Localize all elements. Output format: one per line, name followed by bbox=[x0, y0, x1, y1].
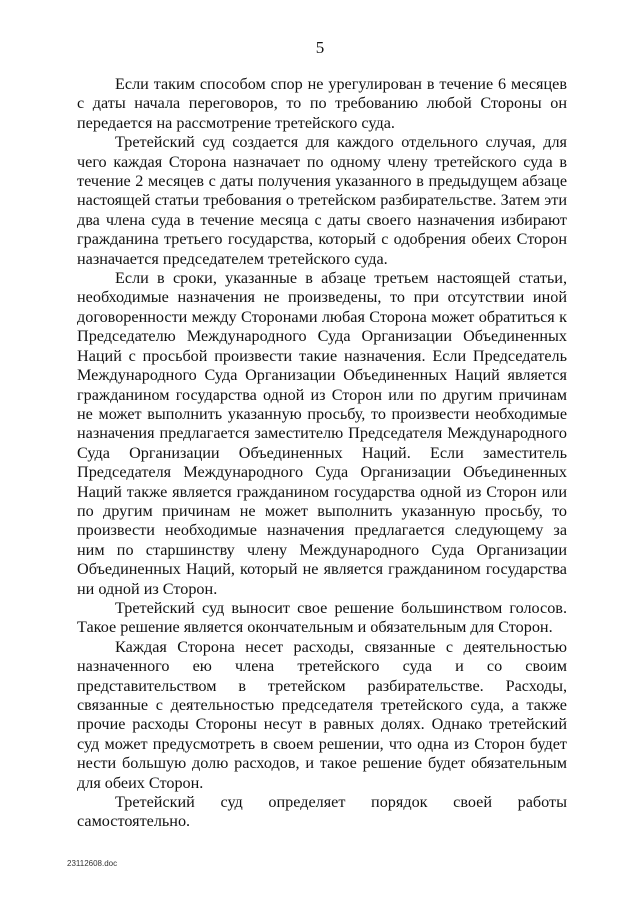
page-number: 5 bbox=[315, 38, 325, 57]
paragraph-icj-appointments: Если в сроки, указанные в абзаце третьем настоящей статьи, необходимые назначения не произведены, то при отсутствии иной договоренности между Сторонами любая Сторона может обратиться к Председателю Международного Суда Организации Объединенных Наций с просьбой произвести такие назначения. Если Председатель Международного Суда Организации Объединенных Наций является гражданином государства одной из Сторон или по другим причинам не может выполнить указанную просьбу, то произвести необходимые назначения предлагается заместителю Председателя Международного Суда Организации Объединенных Наций. Если заместитель Председателя Международного Суда Организации Объединенных Наций также является гражданином государства одной из Сторон или по другим причинам не может выполнить указанную просьбу, то произвести необходимые назначения предлагается следующему за ним по старшинству члену Международного Суда Организации Объединенных Наций, который не является гражданином государства ни одной из Сторон. bbox=[77, 269, 567, 598]
paragraph-procedure: Третейский суд определяет порядок своей работы самостоятельно. bbox=[77, 793, 567, 831]
footer-file-name: 23112608.doc bbox=[67, 859, 118, 868]
paragraph-decision-majority: Третейский суд выносит свое решение большинством голосов. Такое решение является окончательным и обязательным для Сторон. bbox=[77, 598, 567, 637]
paragraph-dispute-arbitration: Если таким способом спор не урегулирован в течение 6 месяцев с даты начала переговоров, то по требованию любой Стороны он передается на рассмотрение третейского суда. bbox=[77, 75, 567, 132]
paragraph-costs: Каждая Сторона несет расходы, связанные с деятельностью назначенного ею члена третейского суда и со своим представительством в третейском разбирательстве. Расходы, связанные с деятельностью председателя третейского суда, а также прочие расходы Стороны несут в равных долях. Однако третейский суд может предусмотреть в своем решении, что одна из Сторон будет нести большую долю расходов, и такое решение будет обязательным для обеих Сторон. bbox=[77, 637, 567, 792]
document-body bbox=[77, 75, 567, 832]
paragraph-tribunal-formation: Третейский суд создается для каждого отдельного случая, для чего каждая Сторона назначает по одному члену третейского суда в течение 2 месяцев с даты получения указанного в предыдущем абзаце настоящей статьи требования о третейском разбирательстве. Затем эти два члена суда в течение месяца с даты своего назначения избирают гражданина третьего государства, который с одобрения обеих Сторон назначается председателем третейского суда. bbox=[77, 133, 567, 268]
